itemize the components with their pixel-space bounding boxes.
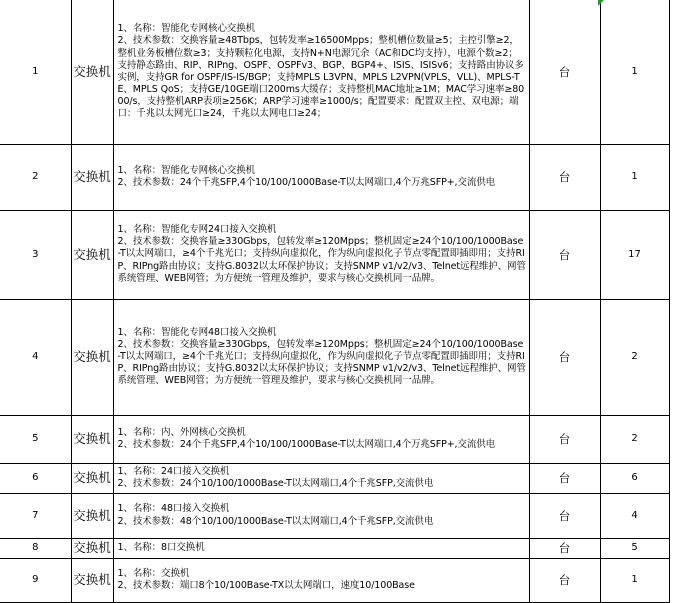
item-name: 交换机 [71, 493, 113, 538]
item-quantity: 2 [600, 415, 669, 463]
table-row [0, 210, 677, 299]
row-index: 6 [0, 463, 71, 493]
row-index: 7 [0, 493, 71, 538]
item-description: 1、名称：智能化专网48口接入交换机 2、技术参数：交换容量≥330Gbps，包转发率≥120Mpps；整机固定≥24个10/100/1000Base-T以太网端口，≥4个千兆光口；支持纵向虚拟化，作为纵向虚拟化子节点零配置即插即用；支持RIP、RIPng路由协议；支持G.8032以太环保护协议；支持SNMP v1/v2/v3、Telnet远程维护、网管系统管理、WEB网管；为方便统一管理及维护，要求与核心交换机同一品牌。 [113, 299, 529, 415]
item-name: 交换机 [71, 538, 113, 558]
item-quantity: 1 [600, 558, 669, 602]
row-index: 5 [0, 415, 71, 463]
tail-cell [669, 463, 677, 493]
item-name: 交换机 [71, 415, 113, 463]
item-quantity: 4 [600, 493, 669, 538]
table-row [0, 415, 677, 463]
item-name: 交换机 [71, 0, 113, 144]
item-unit: 台 [529, 493, 600, 538]
row-index: 3 [0, 210, 71, 299]
item-name: 交换机 [71, 144, 113, 210]
item-description: 1、名称：交换机 2、技术参数：端口8个10/100Base-TX以太网端口，速度10/100Base [113, 558, 529, 602]
item-description: 1、名称：48口接入交换机 2、技术参数：48个10/100/1000Base-T以太网端口,4个千兆SFP,交流供电 [113, 493, 529, 538]
tail-cell [669, 415, 677, 463]
item-unit: 台 [529, 415, 600, 463]
item-unit: 台 [529, 144, 600, 210]
item-unit: 台 [529, 210, 600, 299]
item-quantity: 2 [600, 299, 669, 415]
item-quantity: 5 [600, 538, 669, 558]
item-unit: 台 [529, 463, 600, 493]
row-index: 1 [0, 0, 71, 144]
tail-cell [669, 210, 677, 299]
tail-cell [669, 0, 677, 144]
item-quantity: 1 [600, 0, 669, 144]
item-name: 交换机 [71, 210, 113, 299]
item-description: 1、名称：智能化专网24口接入交换机 2、技术参数：交换容量≥330Gbps，包转发率≥120Mpps；整机固定≥24个10/100/1000Base-T以太网端口，≥4个千兆光口；支持纵向虚拟化，作为纵向虚拟化子节点零配置即插即用；支持RIP、RIPng路由协议；支持G.8032以太环保护协议；支持SNMP v1/v2/v3、Telnet远程维护、网管系统管理、WEB网管；为方便统一管理及维护，要求与核心交换机同一品牌。 [113, 210, 529, 299]
item-unit: 台 [529, 299, 600, 415]
cell-comment-marker-icon [598, 0, 604, 6]
item-description: 1、名称：智能化专网核心交换机 2、技术参数：24个千兆SFP,4个10/100/1000Base-T以太网端口,4个万兆SFP+,交流供电 [113, 144, 529, 210]
row-index: 2 [0, 144, 71, 210]
table-row [0, 144, 677, 210]
item-name: 交换机 [71, 299, 113, 415]
tail-cell [669, 493, 677, 538]
table-row [0, 558, 677, 602]
table-row [0, 538, 677, 558]
item-unit: 台 [529, 0, 600, 144]
tail-cell [669, 144, 677, 210]
tail-cell [669, 558, 677, 602]
row-index: 8 [0, 538, 71, 558]
tail-cell [669, 538, 677, 558]
item-unit: 台 [529, 558, 600, 602]
item-description: 1、名称：24口接入交换机 2、技术参数：24个10/100/1000Base-T以太网端口,4个千兆SFP,交流供电 [113, 463, 529, 493]
row-index: 9 [0, 558, 71, 602]
item-description: 1、名称：智能化专网核心交换机 2、技术参数：交换容量≥48Tbps，包转发率≥16500Mpps；整机槽位数量≥5；主控引擎≥2，整机业务板槽位数≥3；支持颗粒化电源，支持N+N电源冗余（AC和DC均支持），电源个数≥2；支持静态路由、RIP、RIPng、OSPF、OSPFv3、BGP、BGP4+、ISIS、ISISv6；支持路由协议多实例，支持GR for OSPF/IS-IS/BGP；支持MPLS L3VPN、MPLS L2VPN(VPLS，VLL)、MPLS-TE、MPLS QoS；支持GE/10GE端口200ms大缓存；支持整机MAC地址≥1M；MAC学习速率≥8000/s，支持整机ARP表项≥256K；ARP学习速率≥1000/s；配置要求：配置双主控、双电源；端口：千兆以太网光口≥24，千兆以太网电口≥24； [113, 0, 529, 144]
item-name: 交换机 [71, 463, 113, 493]
item-description: 1、名称：8口交换机 [113, 538, 529, 558]
item-name: 交换机 [71, 558, 113, 602]
item-unit: 台 [529, 538, 600, 558]
item-quantity: 17 [600, 210, 669, 299]
tail-cell [669, 299, 677, 415]
table-row [0, 0, 677, 144]
table-row [0, 299, 677, 415]
item-description: 1、名称：内、外网核心交换机 2、技术参数：24个千兆SFP,4个10/100/1000Base-T以太网端口,4个万兆SFP+,交流供电 [113, 415, 529, 463]
row-index: 4 [0, 299, 71, 415]
table-row [0, 463, 677, 493]
item-quantity: 1 [600, 144, 669, 210]
item-quantity: 6 [600, 463, 669, 493]
table-row [0, 493, 677, 538]
